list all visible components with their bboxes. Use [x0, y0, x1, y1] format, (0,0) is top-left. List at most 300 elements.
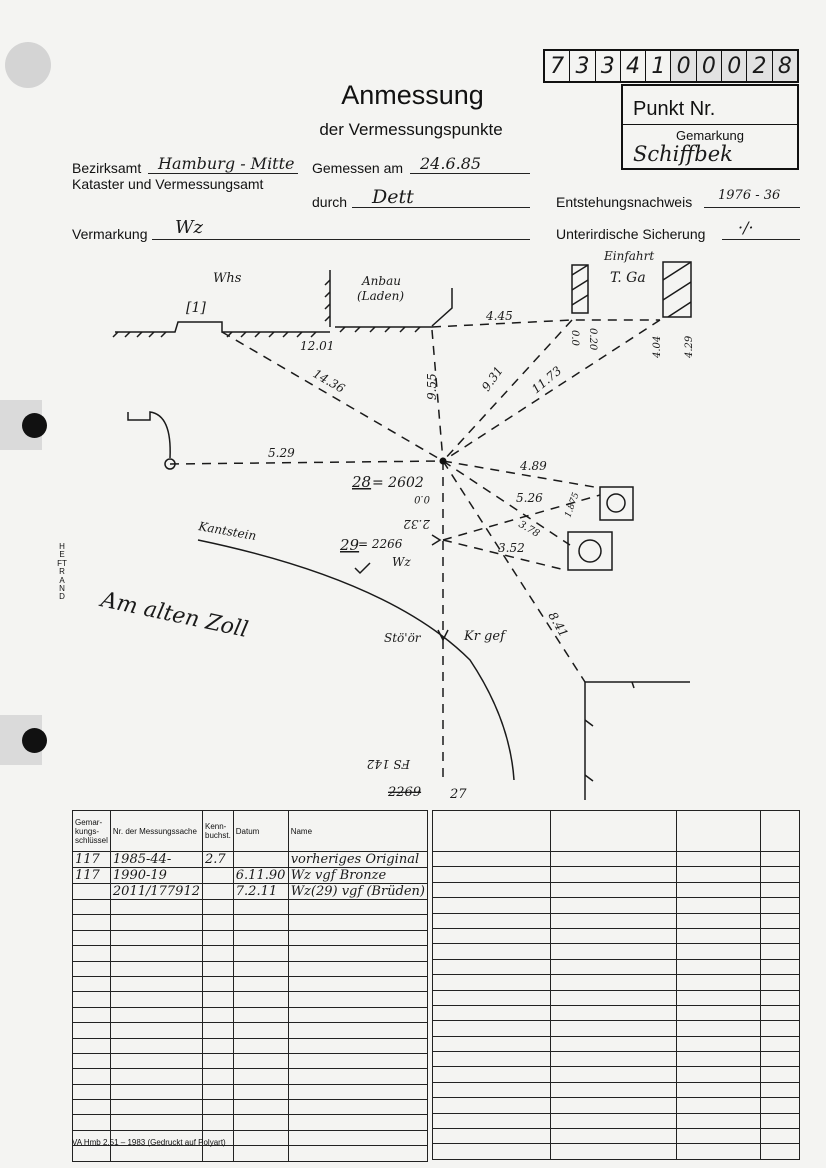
table-row — [433, 1082, 800, 1097]
table-row — [433, 990, 800, 1005]
cell — [761, 1082, 800, 1097]
lamp-circle — [579, 540, 601, 562]
cell — [551, 898, 677, 913]
cell — [233, 1115, 288, 1130]
table-row — [433, 1067, 800, 1082]
cell — [73, 1100, 111, 1115]
measure-line — [432, 320, 660, 327]
table-row — [73, 1069, 428, 1084]
cell — [761, 928, 800, 943]
cell: 7.2.11 — [233, 884, 288, 900]
cell — [551, 975, 677, 990]
cell — [288, 930, 427, 945]
label-tga: T. Ga — [610, 270, 646, 286]
table-row — [433, 913, 800, 928]
table-row — [73, 900, 428, 915]
cell — [110, 1007, 202, 1022]
gemessen-value: 24.6.85 — [420, 154, 482, 173]
cell — [551, 882, 677, 897]
cell — [233, 1130, 288, 1145]
street-name: Am alten Zoll — [98, 587, 251, 643]
punkt-label: Punkt Nr. — [633, 98, 716, 120]
cell — [203, 1038, 234, 1053]
cell — [551, 913, 677, 928]
measure-line — [443, 461, 570, 545]
survey-point-28 — [440, 458, 447, 465]
entstehung-label: Entstehungsnachweis — [556, 194, 693, 210]
cell — [551, 1098, 677, 1113]
cell — [73, 946, 111, 961]
cell — [73, 1084, 111, 1099]
durch-label: durch — [312, 194, 348, 210]
cell: 2011/177912 — [110, 884, 202, 900]
label-27: 27 — [450, 787, 467, 802]
cell: 2.7 — [203, 852, 234, 868]
footer-note: VA Hmb 2.51 – 1983 (Gedruckt auf Polyart) — [72, 1138, 226, 1147]
cell — [761, 1005, 800, 1020]
cell — [110, 961, 202, 976]
table-row — [73, 1053, 428, 1068]
cell — [761, 852, 800, 867]
cell — [203, 992, 234, 1007]
cell — [233, 915, 288, 930]
cell — [288, 961, 427, 976]
measure-label: 4.89 — [520, 459, 547, 473]
tick — [585, 682, 634, 781]
label-laden: (Laden) — [357, 289, 404, 303]
cell — [433, 990, 551, 1005]
cell — [233, 1084, 288, 1099]
cell — [551, 1113, 677, 1128]
cell — [233, 1100, 288, 1115]
cell — [677, 1144, 761, 1159]
cell — [233, 852, 288, 868]
table-row — [433, 882, 800, 897]
page-subtitle: der Vermessungspunkte — [319, 120, 503, 139]
cell — [761, 898, 800, 913]
cell — [677, 1098, 761, 1113]
cell — [288, 900, 427, 915]
label-anbau: Anbau — [362, 274, 401, 288]
cell — [288, 976, 427, 991]
cell — [288, 1069, 427, 1084]
cell — [677, 1067, 761, 1082]
cell — [677, 1129, 761, 1144]
cell — [677, 1021, 761, 1036]
cell — [433, 1113, 551, 1128]
col-header: Datum — [233, 811, 288, 852]
id-digit: 7 — [545, 51, 570, 81]
cell — [110, 1053, 202, 1068]
measure-label: 2.32 — [403, 517, 430, 531]
measure-label: 5.29 — [268, 446, 295, 460]
tick — [432, 535, 440, 545]
table-row — [433, 959, 800, 974]
measure-label: 0.0 — [414, 493, 430, 504]
cell — [203, 1069, 234, 1084]
cell — [233, 1023, 288, 1038]
heftrand-label: HEFTRAND — [57, 542, 67, 602]
table-row — [73, 915, 428, 930]
measure-label: 9.31 — [478, 363, 506, 394]
id-digit: 0 — [722, 51, 747, 81]
cell — [203, 900, 234, 915]
cell — [677, 1005, 761, 1020]
measure-line — [170, 461, 443, 464]
measure-label: 4.04 — [652, 335, 663, 358]
measure-label: 1.875 — [563, 491, 582, 520]
col-header: Name — [288, 811, 427, 852]
cell: 117 — [73, 852, 111, 868]
label-stoer: Stö'ör — [384, 631, 421, 645]
cell — [761, 913, 800, 928]
cell — [110, 1038, 202, 1053]
vermarkung-label: Vermarkung — [72, 226, 148, 242]
point-29-ref: = 2266 — [358, 537, 403, 551]
cell — [761, 1052, 800, 1067]
cell — [761, 975, 800, 990]
cell — [433, 898, 551, 913]
cell — [110, 900, 202, 915]
cell — [761, 1067, 800, 1082]
cell: 117 — [73, 868, 111, 884]
record-table — [72, 810, 428, 1162]
cell — [203, 1084, 234, 1099]
cell — [233, 1053, 288, 1068]
cell — [233, 992, 288, 1007]
cell — [551, 1036, 677, 1051]
cell — [677, 1113, 761, 1128]
cell — [761, 882, 800, 897]
measure-line — [443, 461, 585, 682]
label-whs: Whs — [213, 271, 242, 286]
measure-label: 3.78 — [516, 519, 542, 540]
cell — [110, 1069, 202, 1084]
cell — [551, 1144, 677, 1159]
cell — [433, 1067, 551, 1082]
cell — [761, 959, 800, 974]
cell — [203, 1100, 234, 1115]
table-row — [433, 1021, 800, 1036]
cell — [551, 959, 677, 974]
cell — [73, 900, 111, 915]
label-2269: 2269 — [388, 785, 422, 800]
cell: 6.11.90 — [233, 868, 288, 884]
cell — [73, 961, 111, 976]
cell — [761, 1021, 800, 1036]
table-row — [73, 884, 428, 900]
table-row — [433, 1129, 800, 1144]
cell — [203, 961, 234, 976]
cell — [677, 898, 761, 913]
cell — [110, 930, 202, 945]
cell — [433, 1005, 551, 1020]
cell — [233, 1069, 288, 1084]
measure-label: 12.01 — [300, 339, 335, 353]
cell — [677, 975, 761, 990]
cell — [110, 1023, 202, 1038]
table-row — [433, 928, 800, 943]
cell — [433, 1098, 551, 1113]
cell — [761, 1144, 800, 1159]
building-line — [115, 322, 330, 332]
cell — [73, 1007, 111, 1022]
cell — [677, 959, 761, 974]
measure-label: 11.73 — [528, 363, 565, 397]
cell — [761, 1036, 800, 1051]
cell — [203, 915, 234, 930]
cell — [110, 976, 202, 991]
cell — [288, 1115, 427, 1130]
cell — [73, 1023, 111, 1038]
cell — [551, 1052, 677, 1067]
hydrant-symbol — [128, 412, 170, 458]
table-row — [433, 852, 800, 867]
label-einfahrt: Einfahrt — [604, 249, 655, 263]
cell — [761, 990, 800, 1005]
point-29-wz: Wz — [392, 555, 411, 569]
cell — [110, 915, 202, 930]
cell — [677, 913, 761, 928]
cell — [110, 1084, 202, 1099]
cell — [233, 1146, 288, 1161]
gemessen-label: Gemessen am — [312, 160, 404, 176]
sicherung-value: ·/· — [738, 218, 754, 237]
cell — [203, 946, 234, 961]
measure-label: 8.41 — [545, 609, 571, 640]
cell — [203, 884, 234, 900]
cell — [677, 1082, 761, 1097]
cell — [73, 992, 111, 1007]
record-table-right — [432, 810, 800, 1160]
cell: 1985-44- — [110, 852, 202, 868]
cell — [73, 1069, 111, 1084]
cell — [288, 1023, 427, 1038]
label-one: [1] — [186, 300, 206, 316]
cell — [677, 928, 761, 943]
id-digit: 8 — [773, 51, 797, 81]
cell — [203, 930, 234, 945]
cell — [203, 1053, 234, 1068]
cell — [433, 1144, 551, 1159]
cell — [433, 1036, 551, 1051]
cell — [761, 1129, 800, 1144]
cell — [110, 1146, 202, 1161]
point-28-label: 28 — [352, 473, 372, 491]
measure-label: 0.0 — [569, 330, 580, 346]
cell — [761, 867, 800, 882]
table-row — [433, 1005, 800, 1020]
cell — [73, 976, 111, 991]
cell — [203, 976, 234, 991]
cell — [761, 1098, 800, 1113]
table-row — [433, 975, 800, 990]
cell — [677, 990, 761, 1005]
cell — [110, 992, 202, 1007]
cell — [110, 1115, 202, 1130]
fence-line — [585, 682, 690, 800]
bezirksamt-value: Hamburg - Mitte — [158, 154, 295, 173]
cell — [677, 867, 761, 882]
id-digit: 0 — [671, 51, 696, 81]
cell — [233, 1007, 288, 1022]
cell — [288, 1130, 427, 1145]
cell — [73, 1053, 111, 1068]
cell — [288, 992, 427, 1007]
cell — [551, 990, 677, 1005]
cell — [288, 1038, 427, 1053]
cell — [677, 852, 761, 867]
cell — [551, 1067, 677, 1082]
cell — [433, 1129, 551, 1144]
entstehung-value: 1976 - 36 — [718, 188, 781, 203]
table-row — [433, 1052, 800, 1067]
cell — [110, 1100, 202, 1115]
cell — [73, 915, 111, 930]
id-digit: 3 — [570, 51, 595, 81]
table-row — [73, 961, 428, 976]
cell — [433, 852, 551, 867]
cell — [433, 867, 551, 882]
vermarkung-value: Wz — [175, 217, 203, 238]
cell — [288, 1146, 427, 1161]
kantstein-curve — [198, 540, 514, 780]
cell — [73, 930, 111, 945]
cell — [288, 1100, 427, 1115]
table-row — [73, 930, 428, 945]
table-row — [433, 944, 800, 959]
table-row — [73, 1084, 428, 1099]
cell — [233, 930, 288, 945]
cell — [73, 1115, 111, 1130]
label-fs142: FS 142 — [366, 757, 410, 771]
cell — [433, 882, 551, 897]
kataster-label: Kataster und Vermessungsamt — [72, 176, 264, 192]
measure-label: 4.45 — [486, 309, 513, 323]
cell — [110, 946, 202, 961]
lamp-circle — [607, 494, 625, 512]
cell — [233, 976, 288, 991]
measure-label: 14.36 — [310, 366, 348, 396]
table-row — [433, 867, 800, 882]
table-row — [433, 1113, 800, 1128]
label-krgef: Kr gef — [464, 629, 505, 644]
measure-label: 3.52 — [498, 541, 525, 555]
cell — [203, 868, 234, 884]
cell — [551, 928, 677, 943]
cell: Wz(29) vgf (Brüden) — [288, 884, 427, 900]
cell — [433, 1052, 551, 1067]
measure-label: 5.26 — [516, 491, 543, 505]
cell — [761, 1113, 800, 1128]
col-header: Kenn-buchst. — [203, 811, 234, 852]
point-29-label: 29 — [340, 536, 360, 554]
cell — [433, 913, 551, 928]
table-row — [73, 1115, 428, 1130]
table-row — [433, 898, 800, 913]
cell — [433, 1082, 551, 1097]
cell — [203, 1115, 234, 1130]
cell — [433, 959, 551, 974]
cell: Wz vgf Bronze — [288, 868, 427, 884]
cell — [677, 944, 761, 959]
cell — [288, 1007, 427, 1022]
table-row — [73, 868, 428, 884]
table-row — [73, 976, 428, 991]
durch-value: Dett — [372, 186, 414, 208]
sicherung-label: Unterirdische Sicherung — [556, 226, 706, 242]
id-digit: 1 — [646, 51, 671, 81]
table-row — [433, 1098, 800, 1113]
lamp-box — [568, 532, 612, 570]
cell — [73, 1038, 111, 1053]
id-digit: 0 — [697, 51, 722, 81]
measure-label: 4.29 — [684, 335, 695, 358]
cell — [288, 1084, 427, 1099]
point-28-ref: = 2602 — [372, 475, 424, 491]
col-header: Nr. der Messungssache — [110, 811, 202, 852]
cell — [551, 1021, 677, 1036]
table-row — [73, 1146, 428, 1161]
cell — [551, 852, 677, 867]
cell — [433, 928, 551, 943]
anbau-wall — [432, 288, 452, 326]
cell — [73, 1146, 111, 1161]
cell — [233, 961, 288, 976]
id-digit: 3 — [596, 51, 621, 81]
cell — [203, 1146, 234, 1161]
table-row — [73, 852, 428, 868]
bezirksamt-label: Bezirksamt — [72, 160, 142, 176]
cell — [551, 1129, 677, 1144]
cell — [233, 900, 288, 915]
table-row — [73, 946, 428, 961]
id-digit: 4 — [621, 51, 646, 81]
lamp-box — [600, 487, 633, 520]
cell — [433, 944, 551, 959]
measure-label: 0.20 — [587, 328, 598, 351]
page-title: Anmessung — [341, 80, 484, 110]
table-row — [433, 1144, 800, 1159]
cell — [677, 882, 761, 897]
table-row — [433, 1036, 800, 1051]
measure-line — [443, 320, 660, 461]
tick — [355, 563, 370, 573]
cell — [551, 867, 677, 882]
cell — [288, 915, 427, 930]
table-row — [73, 1100, 428, 1115]
cell — [433, 975, 551, 990]
id-digit: 2 — [747, 51, 772, 81]
gemarkung-label: Gemarkung — [676, 128, 744, 143]
label-kantstein: Kantstein — [197, 519, 258, 544]
cell — [203, 1023, 234, 1038]
cell — [551, 944, 677, 959]
cell — [233, 946, 288, 961]
table-row — [73, 1023, 428, 1038]
cell — [288, 946, 427, 961]
cell — [203, 1007, 234, 1022]
table-row — [73, 1038, 428, 1053]
cell — [433, 1021, 551, 1036]
cell — [761, 944, 800, 959]
cell — [551, 1005, 677, 1020]
cell — [288, 1053, 427, 1068]
table-row — [73, 1007, 428, 1022]
gemarkung-value: Schiffbek — [633, 142, 733, 166]
cell — [677, 1052, 761, 1067]
cell: vorheriges Original — [288, 852, 427, 868]
